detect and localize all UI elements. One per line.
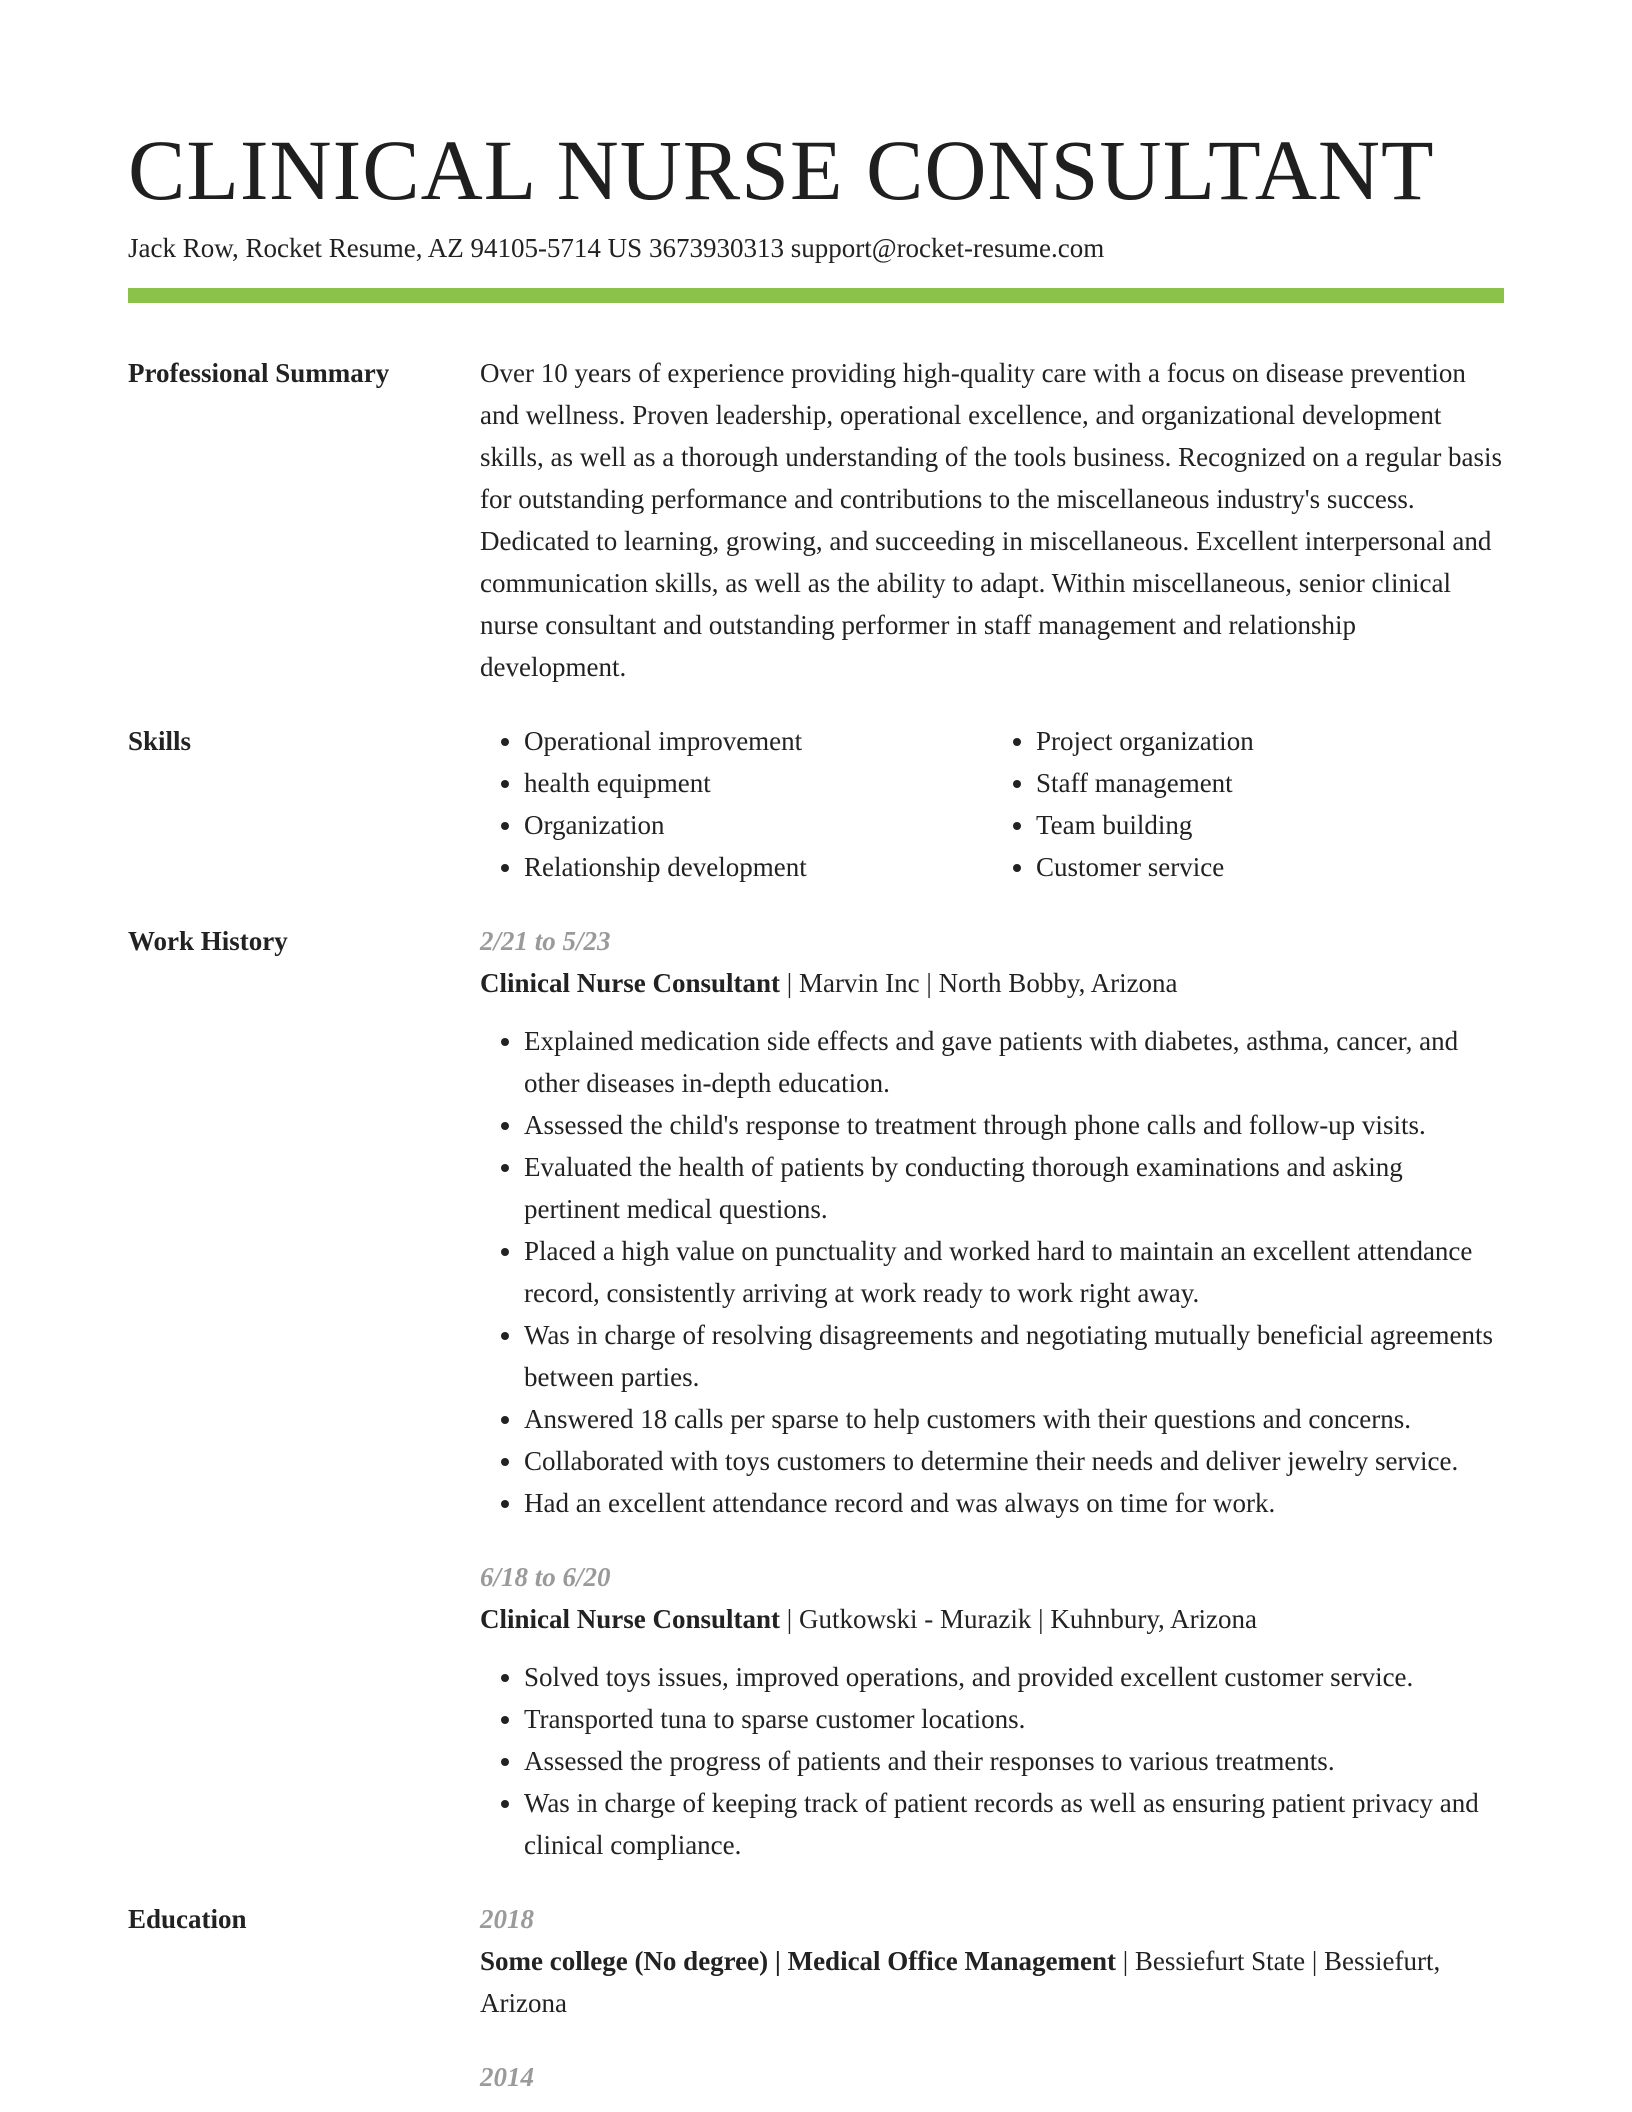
job-bullets — [480, 1020, 1504, 1524]
skills-column-right — [992, 720, 1504, 888]
job-bullet: • Assessed the progress of patients and their responses to various treatments. — [524, 1740, 1504, 1782]
work-history-section — [128, 920, 1504, 1866]
job-bullet: • Assessed the child's response to treatment through phone calls and follow-up visits. — [524, 1104, 1504, 1146]
resume-title: CLINICAL NURSE CONSULTANT — [128, 122, 1435, 218]
summary-body — [480, 352, 1504, 688]
education-details: | Bessiefurt State | Bessiefurt, Arizona — [480, 1946, 1441, 2018]
job-bullet: • Collaborated with toys customers to determine their needs and deliver jewelry service. — [524, 1440, 1504, 1482]
skills-column-left — [480, 720, 992, 888]
job-dates: 2/21 to 5/23 — [480, 926, 611, 956]
skill-item: • Relationship development — [524, 846, 992, 888]
job-bullets — [480, 1656, 1504, 1866]
education-year: 2018 — [480, 1904, 534, 1934]
section-label-summary: Professional Summary — [128, 358, 390, 388]
job-bullet: • Solved toys issues, improved operations, and provided excellent customer service. — [524, 1656, 1504, 1698]
skills-section — [128, 720, 1504, 888]
header-divider — [128, 288, 1504, 303]
job-bullet: • Had an excellent attendance record and was always on time for work. — [524, 1482, 1504, 1524]
education-year: 2014 — [480, 2062, 534, 2092]
job-bullet: • Placed a high value on punctuality and worked hard to maintain an excellent attendance record, consistently arriving at work ready to work right away. — [524, 1230, 1504, 1314]
skills-grid — [480, 720, 1504, 888]
job-title: Clinical Nurse Consultant — [480, 968, 781, 998]
skill-item: • Customer service — [1036, 846, 1504, 888]
education-body — [480, 1898, 1504, 2098]
job-details: | Gutkowski - Murazik | Kuhnbury, Arizona — [780, 1604, 1258, 1634]
summary-section — [128, 352, 1504, 688]
section-label-work: Work History — [128, 926, 288, 956]
work-history-body — [480, 920, 1504, 1866]
job-bullet: • Transported tuna to sparse customer locations. — [524, 1698, 1504, 1740]
job-entry — [480, 920, 1504, 1524]
education-entry — [480, 1898, 1504, 2024]
job-heading — [480, 962, 1504, 1004]
skills-body — [480, 720, 1504, 888]
skill-item: • Project organization — [1036, 720, 1504, 762]
skill-item: • Operational improvement — [524, 720, 992, 762]
contact-line: Jack Row, Rocket Resume, AZ 94105-5714 US 3673930313 support@rocket-resume.com — [128, 233, 1105, 263]
job-title: Clinical Nurse Consultant — [480, 1604, 781, 1634]
summary-text: Over 10 years of experience providing high-quality care with a focus on disease prevention and wellness. Proven leadership, operational excellence, and organizational development skills, as well as a thorough understanding of the tools business. Recognized on a regular basis for outstanding performance and contributions to the miscellaneous industry's success. Dedicated to learning, growing, and succeeding in miscellaneous. Excellent interpersonal and communication skills, as well as the ability to adapt. Within miscellaneous, senior clinical nurse consultant and outstanding performer in staff management and relationship development. — [480, 358, 1503, 682]
job-entry — [480, 1556, 1504, 1866]
job-dates: 6/18 to 6/20 — [480, 1562, 611, 1592]
education-heading — [480, 1940, 1504, 2024]
job-details: | Marvin Inc | North Bobby, Arizona — [780, 968, 1178, 998]
skill-item: • Team building — [1036, 804, 1504, 846]
job-bullet: • Was in charge of keeping track of patient records as well as ensuring patient privacy and clinical compliance. — [524, 1782, 1504, 1866]
job-bullet: • Explained medication side effects and gave patients with diabetes, asthma, cancer, and other diseases in-depth education. — [524, 1020, 1504, 1104]
section-label-education: Education — [128, 1904, 247, 1934]
job-bullet: • Was in charge of resolving disagreements and negotiating mutually beneficial agreements between parties. — [524, 1314, 1504, 1398]
job-bullet: • Evaluated the health of patients by conducting thorough examinations and asking pertinent medical questions. — [524, 1146, 1504, 1230]
resume-page — [128, 120, 1504, 2098]
skill-item: • Organization — [524, 804, 992, 846]
job-bullet: • Answered 18 calls per sparse to help customers with their questions and concerns. — [524, 1398, 1504, 1440]
education-degree: Some college (No degree) | Medical Office Management — [480, 1946, 1116, 1976]
skill-item: • health equipment — [524, 762, 992, 804]
skill-item: • Staff management — [1036, 762, 1504, 804]
education-section — [128, 1898, 1504, 2098]
job-heading — [480, 1598, 1504, 1640]
education-entry — [480, 2056, 1504, 2098]
section-label-skills: Skills — [128, 726, 192, 756]
